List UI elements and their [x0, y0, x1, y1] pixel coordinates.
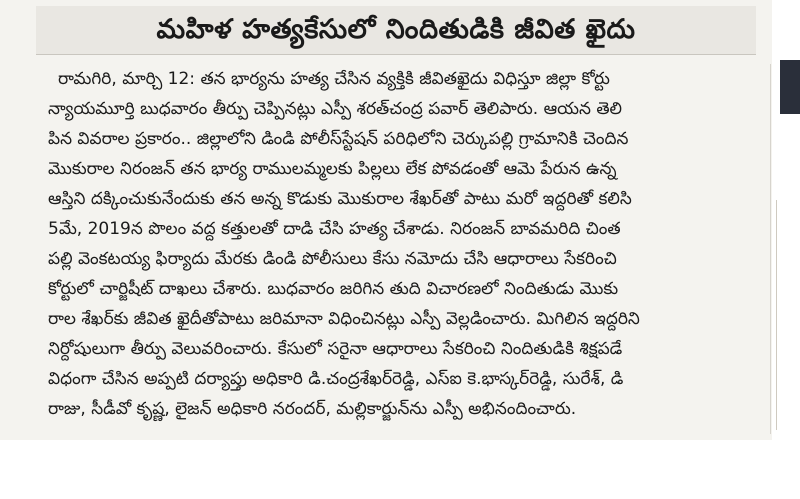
- article-line: రాజు, సీడీవో కృష్ణ, లైజన్ అధికారి నరందర్, మల్లికార్జున్‌ను ఎస్పీ అభినందించారు.: [48, 399, 577, 419]
- adjacent-column-edge: [772, 0, 800, 440]
- article-line: రామగిరి, మార్చి 12: తన భార్యను హత్య చేసిన వ్యక్తికి జీవితఖైదు విధిస్తూ జిల్లా కోర్టు: [58, 69, 610, 89]
- headline-bar: [36, 6, 756, 55]
- article-line: పల్లి వెంకటయ్య ఫిర్యాదు మేరకు డిండి పోలీసులు కేసు నమోదు చేసి ఆధారాలు సేకరించి: [48, 249, 617, 269]
- article-line: రాల శేఖర్‌కు జీవిత ఖైదీతోపాటు జరిమానా విధించినట్లు ఎస్పీ వెల్లడించారు. మిగిలిన ఇద్దరిని: [48, 309, 640, 329]
- article-line: మొకురాల నిరంజన్ తన భార్య రాములమ్మలకు పిల్లలు లేక పోవడంతో ఆమె పేరున ఉన్న: [48, 159, 617, 179]
- column-divider: [776, 200, 777, 430]
- adjacent-photo-fragment: [780, 60, 800, 114]
- article-line: నిర్దోషులుగా తీర్పు వెలువరించారు. కేసులో సరైనా ఆధారాలు సేకరించి నిందితుడికి శిక్షపడే: [48, 339, 623, 359]
- article-line: ఆస్తిని దక్కించుకునేందుకు తన అన్న కొడుకు మొకురాల శేఖర్‌తో పాటు మరో ఇద్దరితో కలిసి: [48, 189, 632, 209]
- article-line: పిన వివరాల ప్రకారం.. జిల్లాలోని డిండి పోలీస్‌స్టేషన్ పరిధిలోని చెర్కుపల్లి గ్రామానికి చెందిన: [48, 129, 629, 149]
- page-margin: [0, 440, 800, 499]
- article-line: కోర్టులో చార్జిషీట్ దాఖలు చేశారు. బుధవారం జరిగిన తుది విచారణలో నిందితుడు మొకు: [48, 279, 619, 299]
- headline: మహిళ హత్యకేసులో నిందితుడికి జీవిత ఖైదు: [156, 14, 636, 45]
- article-line: 5మే, 2019న పొలం వద్ద కత్తులతో దాడి చేసి హత్య చేశాడు. నిరంజన్ బావమరిది చింత: [48, 219, 621, 239]
- article-line: న్యాయమూర్తి బుధవారం తీర్పు చెప్పినట్లు ఎస్పీ శరత్‌చంద్ర పవార్ తెలిపారు. ఆయన తెలి: [48, 99, 623, 119]
- article-line: విధంగా చేసిన అప్పటి దర్యాప్తు అధికారి డి.చంద్రశేఖర్‌రెడ్డి, ఎస్ఐ కె.భాస్కర్‌రెడ్డి, సురేశ్, డి: [48, 369, 624, 389]
- article-body: [48, 64, 771, 434]
